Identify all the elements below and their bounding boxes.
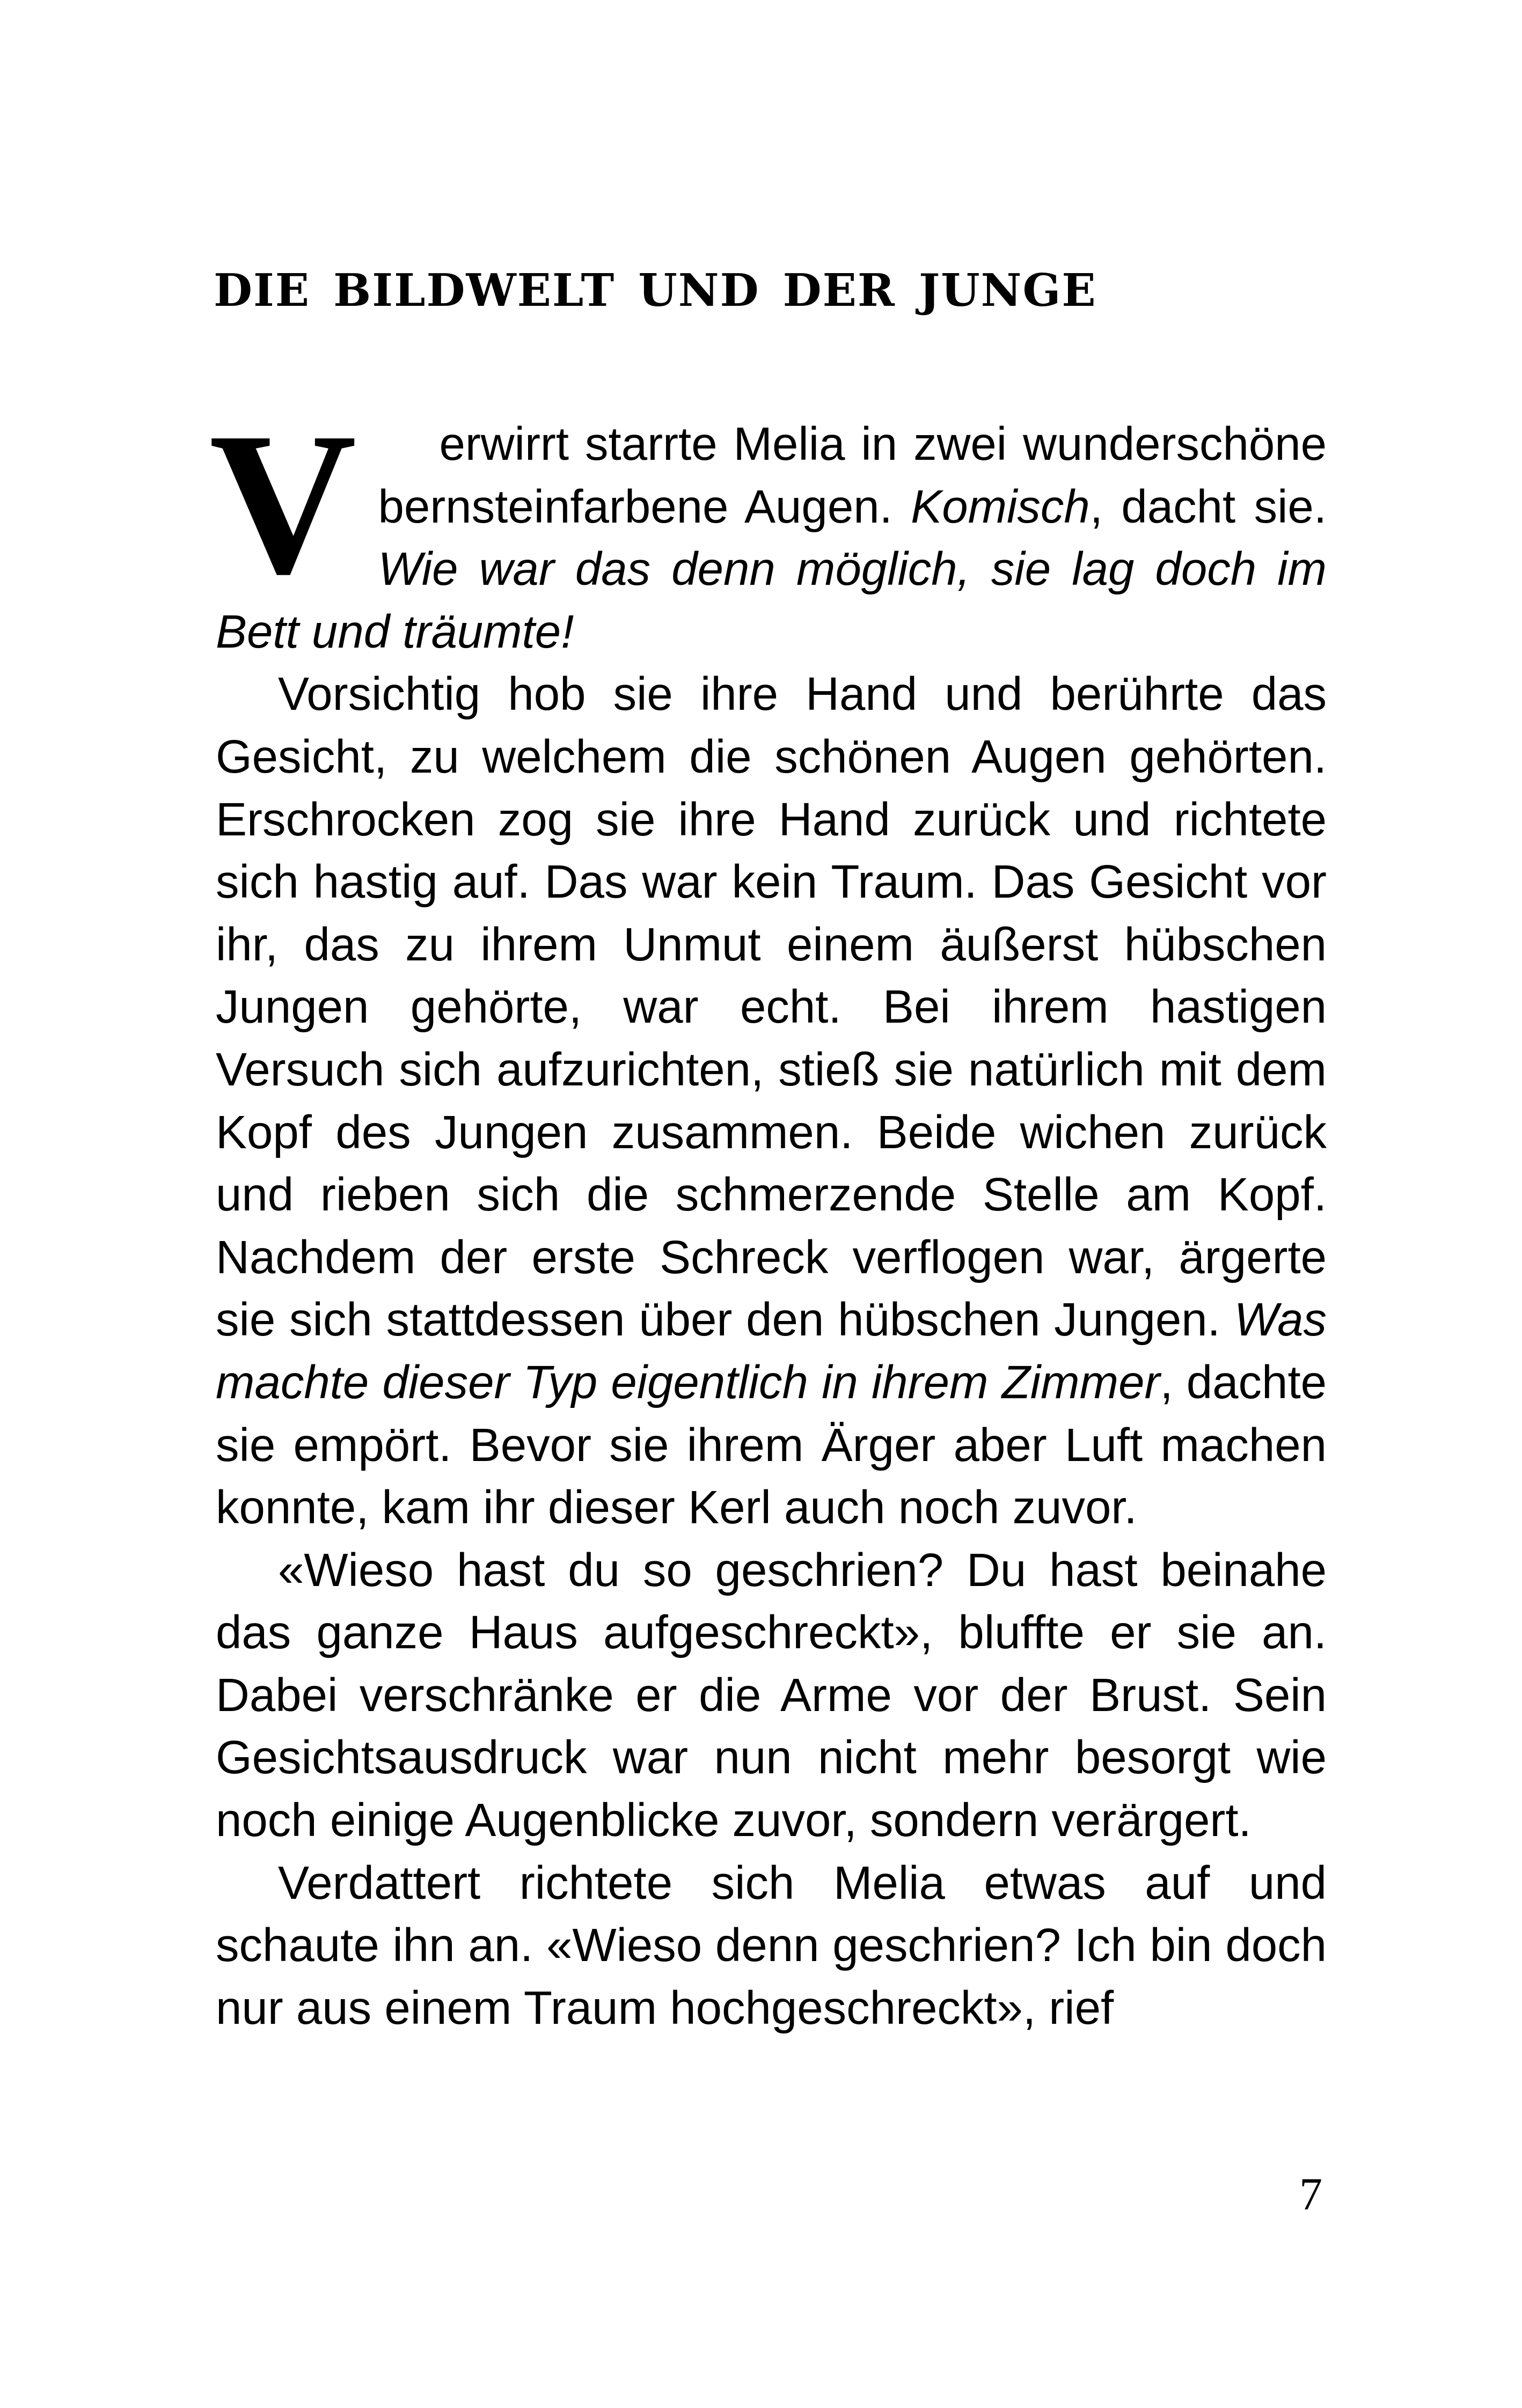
- paragraph-4: Verdattert richtete sich Melia etwas auf und schaute ihn an. «Wieso denn geschrien? Ich bin doch nur aus einem Traum hochgeschreckt», rief: [216, 1856, 1327, 2034]
- chapter-body: [209, 391, 1327, 2039]
- paragraph-2: [216, 663, 1327, 1539]
- paragraph-1: [209, 391, 1327, 663]
- page-number: 7: [1299, 2168, 1322, 2220]
- paragraph-2-italic: Was machte dieser Typ eigentlich in ihrem Zimmer: [216, 1294, 1327, 1408]
- paragraph-1-italic-b: Wie war das denn möglich, sie lag doch im Bett und träumte!: [216, 543, 1327, 658]
- drop-cap: V: [209, 391, 357, 616]
- chapter-title: die bildwelt und der junge: [214, 246, 1097, 321]
- paragraph-1-text-a: erwirrt starrte Melia in zwei wunderschöne bernsteinfarbene Augen.: [378, 418, 1327, 533]
- paragraph-1-italic-a: Komisch: [911, 480, 1090, 533]
- paragraph-2-text-a: Vorsichtig hob sie ihre Hand und berührte das Gesicht, zu welchem die schönen Augen gehörten. Erschrocken zog sie ihre Hand zurück und richtete sich hastig auf. Das war kein Traum. Das Gesicht vor ihr, das zu ihrem Unmut einem äußerst hübschen Jungen gehörte, war echt. Bei ihrem hastigen Versuch sich aufzurichten, stieß sie natürlich mit dem Kopf des Jungen zusammen. Beide wichen zurück und rieben sich die schmerzende Stelle am Kopf. Nachdem der erste Schreck verflogen war, ärgerte sie sich stattdessen über den hübschen Jungen.: [216, 668, 1327, 1346]
- paragraph-1-text-b: , dacht sie.: [1089, 480, 1327, 533]
- paragraph-3: «Wieso hast du so geschrien? Du hast beinahe das ganze Haus aufgeschreckt», bluffte er sie an. Dabei verschränke er die Arme vor der Brust. Sein Gesichtsausdruck war nun nicht mehr besorgt wie noch einige Augenblicke zuvor, sondern verärgert.: [216, 1544, 1327, 1847]
- paragraph-2-text-b: , dachte sie empört. Bevor sie ihrem Ärger aber Luft machen konnte, kam ihr dieser Kerl auch noch zuvor.: [216, 1356, 1327, 1534]
